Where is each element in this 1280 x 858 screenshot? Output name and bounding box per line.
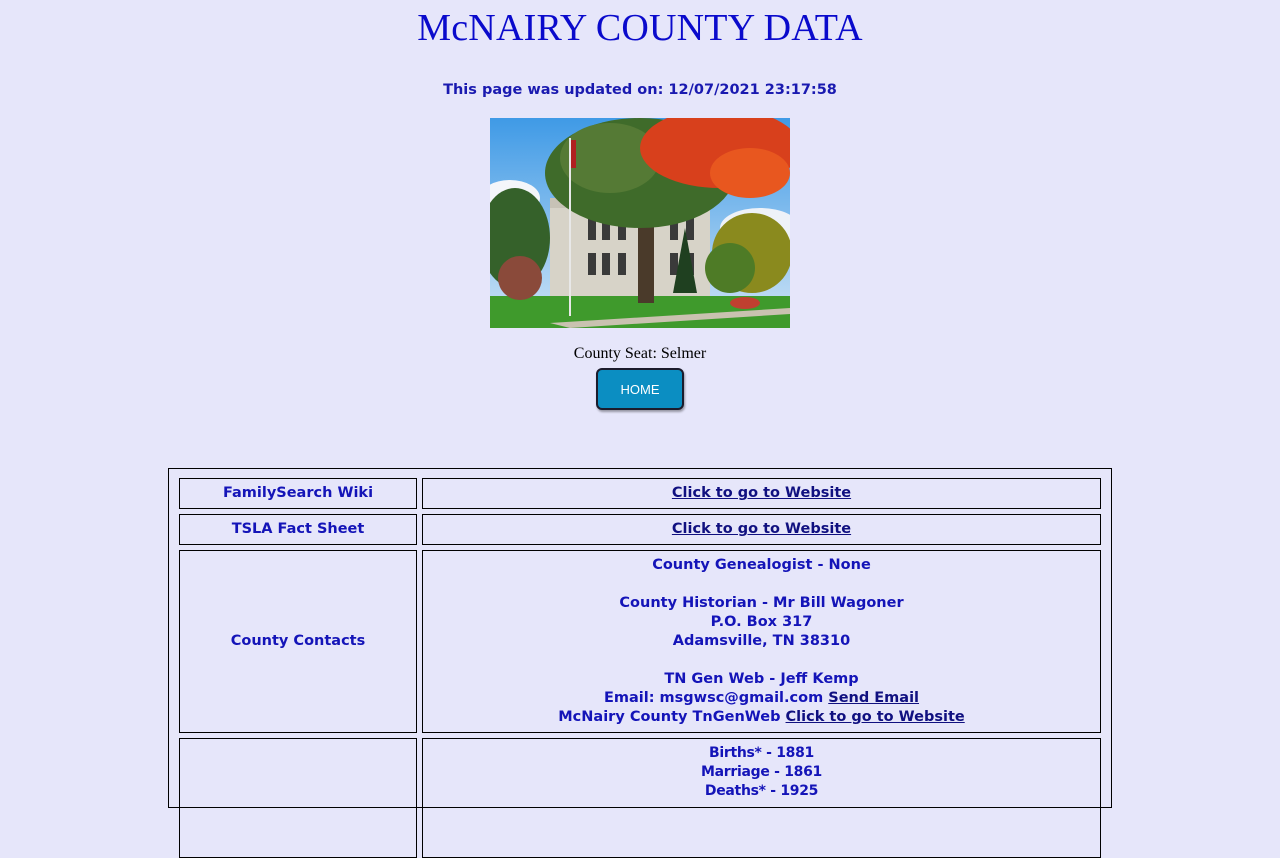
email-text: Email: msgwsc@gmail.com bbox=[603, 690, 824, 706]
historian-address-line2: Adamsville, TN 38310 bbox=[672, 633, 851, 649]
marriage-record: Marriage - 1861 bbox=[701, 764, 822, 780]
familysearch-label: FamilySearch Wiki bbox=[179, 478, 417, 509]
genealogist-text: County Genealogist - None bbox=[652, 557, 871, 573]
tngenweb-site-line bbox=[558, 708, 964, 727]
tsla-value bbox=[422, 514, 1101, 545]
tngenweb-text: TN Gen Web - Jeff Kemp bbox=[664, 671, 859, 687]
table-row-records bbox=[179, 738, 1101, 858]
table-row-county-contacts bbox=[179, 550, 1101, 733]
tsla-website-link[interactable]: Click to go to Website bbox=[671, 521, 852, 537]
courthouse-photo bbox=[490, 118, 790, 328]
send-email-link[interactable]: Send Email bbox=[828, 690, 920, 706]
tngenweb-site-text: McNairy County TnGenWeb bbox=[558, 709, 781, 725]
county-data-table bbox=[168, 468, 1112, 808]
deaths-record: Deaths* - 1925 bbox=[704, 783, 819, 799]
page-title: McNAIRY COUNTY DATA bbox=[417, 7, 863, 49]
email-line bbox=[604, 689, 919, 708]
home-button[interactable]: HOME bbox=[596, 368, 684, 410]
county-contacts-label: County Contacts bbox=[179, 550, 417, 733]
county-seat-text: County Seat: Selmer bbox=[573, 345, 707, 362]
county-contacts-value bbox=[422, 550, 1101, 733]
historian-text: County Historian - Mr Bill Wagoner bbox=[619, 595, 904, 611]
familysearch-value bbox=[422, 478, 1101, 509]
tsla-label: TSLA Fact Sheet bbox=[179, 514, 417, 545]
familysearch-website-link[interactable]: Click to go to Website bbox=[671, 485, 852, 501]
tngenweb-website-link[interactable]: Click to go to Website bbox=[785, 709, 965, 725]
records-value bbox=[422, 738, 1101, 858]
table-row-familysearch bbox=[179, 478, 1101, 509]
last-updated-text: This page was updated on: 12/07/2021 23:17:58 bbox=[443, 82, 837, 98]
births-record: Births* - 1881 bbox=[708, 745, 814, 761]
historian-address-line1: P.O. Box 317 bbox=[710, 614, 813, 630]
table-row-tsla bbox=[179, 514, 1101, 545]
records-label bbox=[179, 738, 417, 858]
